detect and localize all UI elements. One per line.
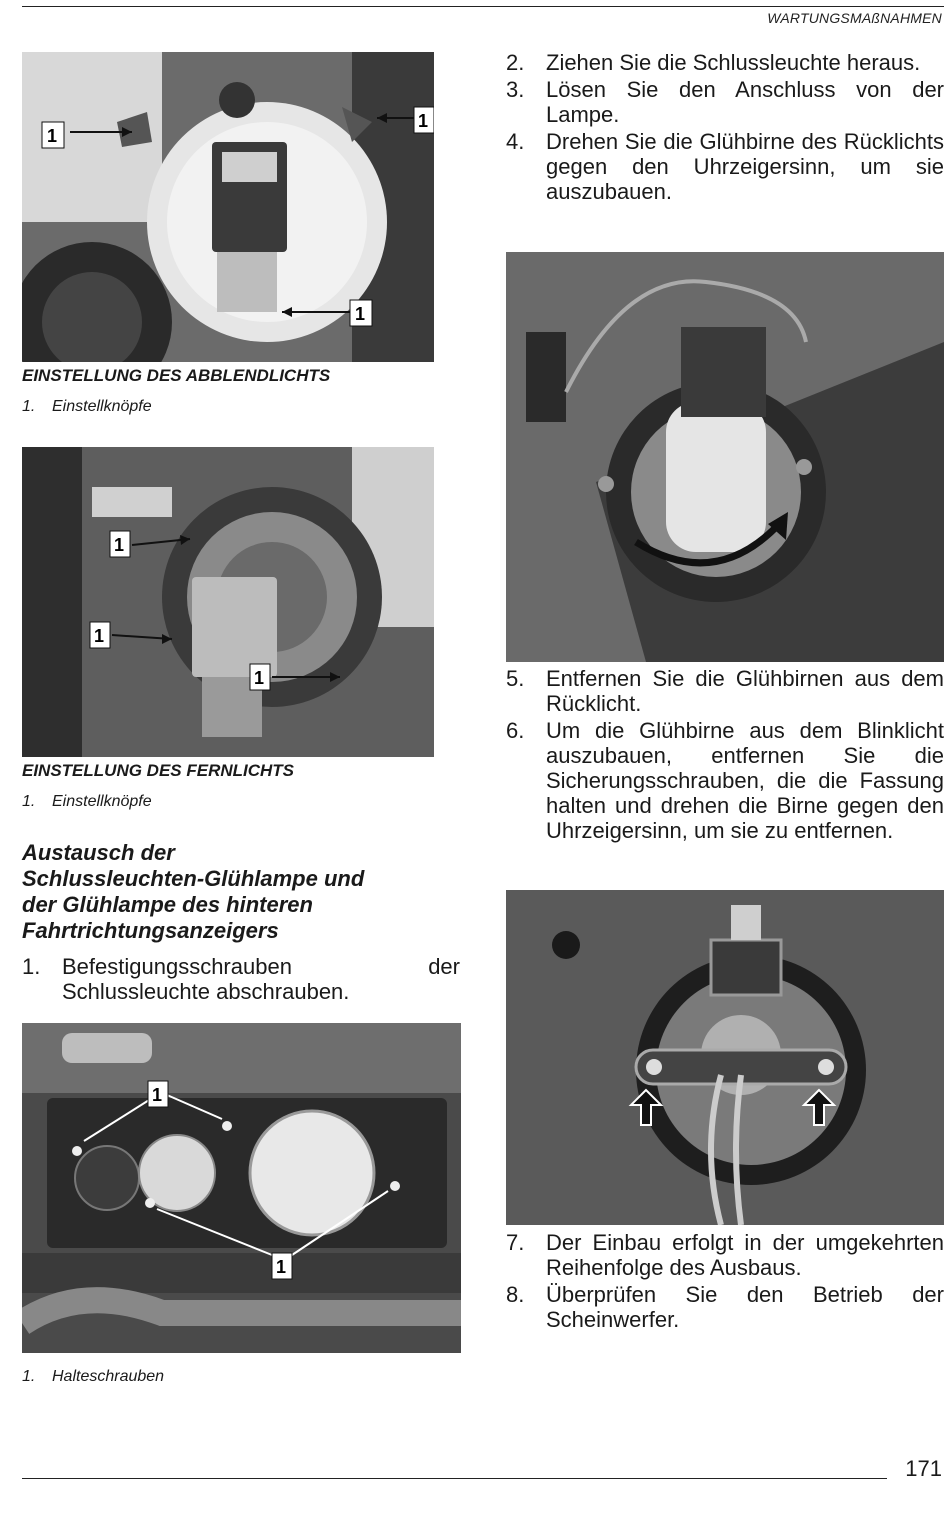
step-item: 1. Befestigungsschrauben der Schlussleuchte abschrauben. [22,954,460,1004]
figure-legend-low-beam [22,398,152,416]
photo-low-beam-adjustment [22,52,434,362]
legend-text: Einstellknöpfe [52,793,152,810]
callout-1: 1 [94,626,105,646]
running-header: WARTUNGSMAßNAHMEN [767,10,942,26]
step-item: 4. Drehen Sie die Glühbirne des Rücklichts gegen den Uhrzeigersinn, um sie auszubauen. [506,129,944,204]
callout-1: 1 [276,1257,287,1277]
step-item: 7. Der Einbau erfolgt in der umgekehrten Reihenfolge des Ausbaus. [506,1230,944,1280]
photo-tail-light-screws [22,1023,461,1353]
figure-title-high-beam: EINSTELLUNG DES FERNLICHTS [22,761,295,780]
step-item: 2. Ziehen Sie die Schlussleuchte heraus. [506,50,921,75]
step-item: 8. Überprüfen Sie den Betrieb der Scheinwerfer. [506,1282,944,1332]
step-list-right-2 [506,666,944,845]
legend-number: 1. [22,398,36,415]
legend-text: Halteschrauben [52,1368,165,1385]
step-item: 5. Entfernen Sie die Glühbirnen aus dem Rücklicht. [506,666,944,716]
figure-title-low-beam: EINSTELLUNG DES ABBLENDLICHTS [22,366,331,385]
photo-high-beam-adjustment [22,447,434,757]
step-list-right-1 [506,50,944,206]
callout-1: 1 [254,668,265,688]
callout-1: 1 [152,1085,163,1105]
step-item: 3. Lösen Sie den Anschluss von der Lampe. [506,77,944,127]
header-rule [22,6,944,7]
footer-rule [22,1478,887,1479]
step-list-left [22,954,460,1006]
callout-1: 1 [47,126,58,146]
section-heading: Austausch der Schlussleuchten-Glühlampe und der Glühlampe des hinteren Fahrtrichtungsanzeigers [22,840,365,943]
figure-legend-tail-light [22,1368,164,1386]
step-list-right-3 [506,1230,944,1334]
legend-text: Einstellknöpfe [52,398,152,415]
page-number: 171 [905,1456,942,1481]
photo-turn-signal-bulb [506,890,944,1225]
figure-legend-high-beam [22,793,152,811]
legend-number: 1. [22,1368,36,1385]
callout-1: 1 [114,535,125,555]
legend-number: 1. [22,793,36,810]
step-item: 6. Um die Glühbirne aus dem Blinklicht auszubauen, entfernen Sie die Sicherungsschrauben, die die Fassung halten und drehen die Birne gegen den Uhrzeigersinn, um sie zu entfernen. [506,718,944,843]
callout-1: 1 [418,111,429,131]
callout-1: 1 [355,304,366,324]
photo-tail-light-bulb [506,252,944,662]
